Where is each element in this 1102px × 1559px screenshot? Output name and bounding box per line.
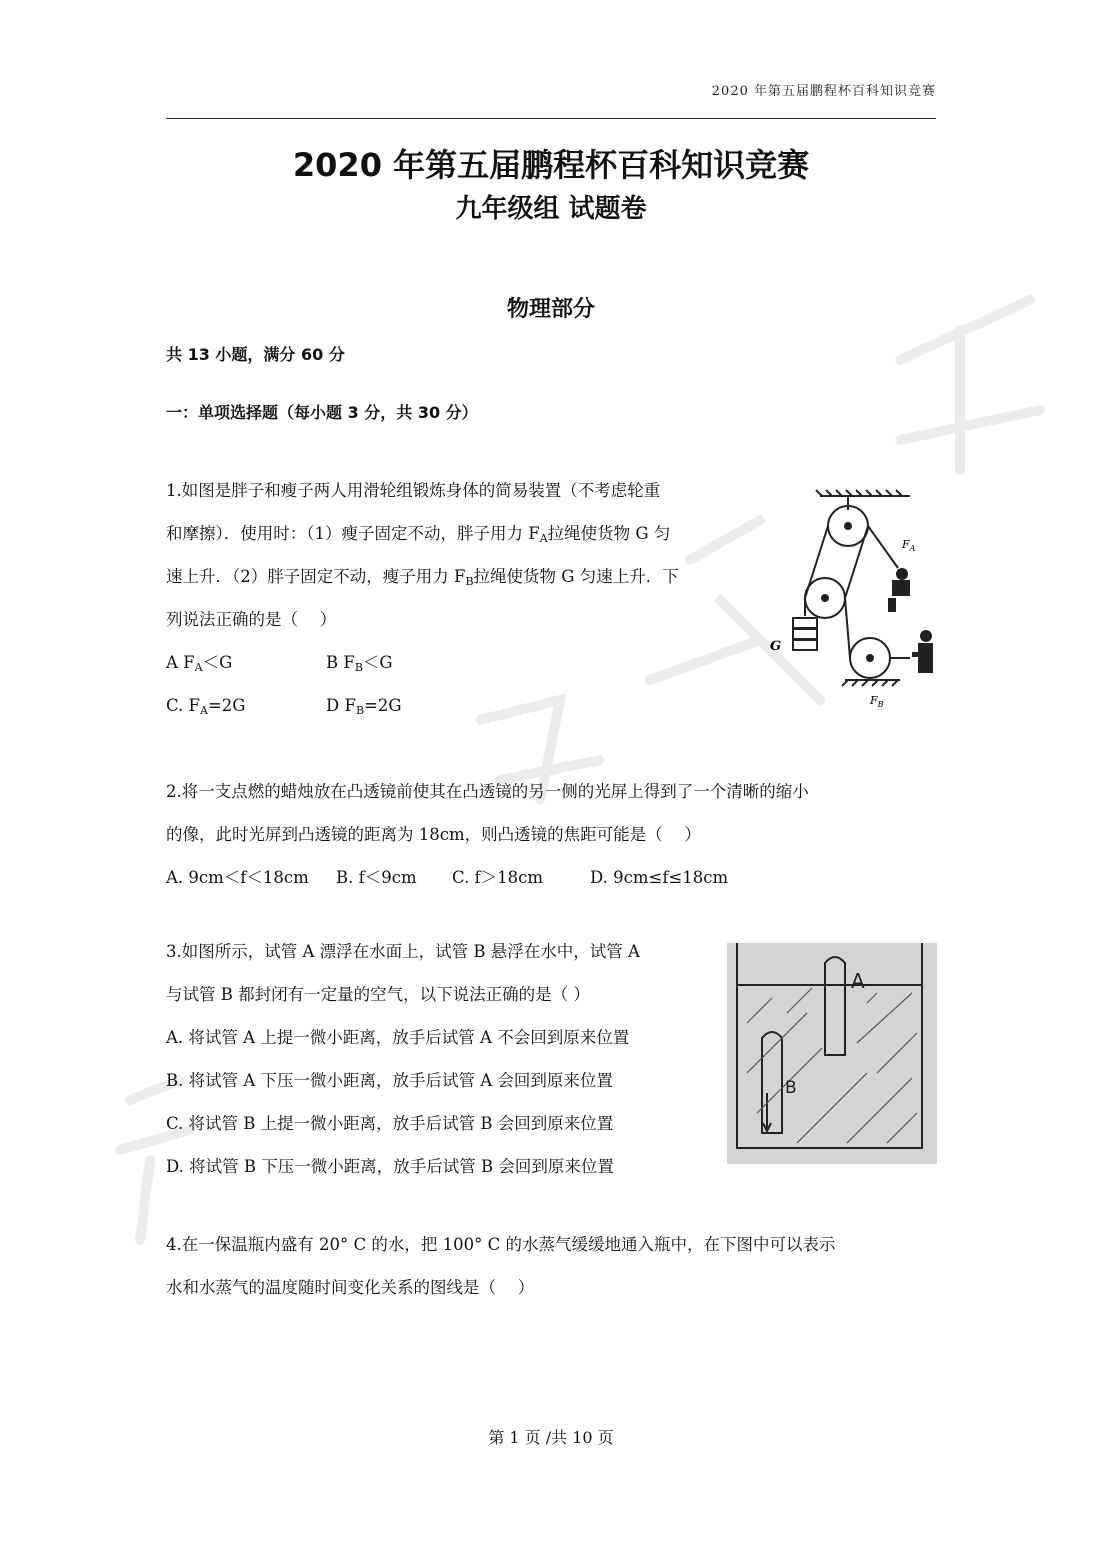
q2-option-b: B. f＜9cm <box>336 868 417 887</box>
fa-label: $F_A$ <box>902 538 916 553</box>
q2-line-2: 的像，此时光屏到凸透镜的距离为 18cm，则凸透镜的焦距可能是（ ） <box>166 825 701 844</box>
q1-option-c: C. $F_A=2G$ <box>166 696 246 717</box>
page-footer: 第 1 页 /共 10 页 <box>488 1428 614 1447</box>
q1-line-2: 和摩擦）．使用时：（1）瘦子固定不动，胖子用力 $F_A$拉绳使货物 G 匀 <box>166 524 671 545</box>
page-title: 2020 年第五届鹏程杯百科知识竞赛 <box>292 146 810 184</box>
section-title: 物理部分 <box>506 296 595 322</box>
q1-line-1: 1.如图是胖子和瘦子两人用滑轮组锻炼身体的简易装置（不考虑轮重 <box>166 481 661 500</box>
q1-option-b: B $F_B<G$ <box>326 653 393 674</box>
question-4 <box>166 1223 835 1309</box>
question-2 <box>166 770 809 899</box>
q3-line-1: 3.如图所示，试管 A 漂浮在水面上，试管 B 悬浮在水中，试管 A <box>166 942 640 961</box>
q4-line-2: 水和水蒸气的温度随时间变化关系的图线是（ ） <box>166 1278 535 1297</box>
running-header: 2020 年第五届鹏程杯百科知识竞赛 <box>711 84 936 99</box>
summary-line: 共 13 小题，满分 60 分 <box>166 345 345 364</box>
q2-option-d: D. 9cm≤f≤18cm <box>590 868 729 887</box>
part-one-heading: 一：单项选择题（每小题 3 分，共 30 分） <box>166 403 478 422</box>
q1-line-3: 速上升．（2）胖子固定不动，瘦子用力 $F_B$拉绳使货物 G 匀速上升．下 <box>166 567 679 588</box>
q2-option-a: A. 9cm＜f＜18cm <box>166 868 309 887</box>
question-3 <box>166 930 640 1188</box>
tube-a-label: A <box>851 969 865 993</box>
q1-options-row-1 <box>166 641 679 684</box>
q3-line-2: 与试管 B 都封闭有一定量的空气，以下说法正确的是（ ） <box>166 985 590 1004</box>
tube-b-label: B <box>785 1078 797 1098</box>
q1-line-4: 列说法正确的是（ ） <box>166 610 337 629</box>
q1-option-d: D $F_B=2G$ <box>326 696 402 717</box>
q3-option-b: B. 将试管 A 下压一微小距离，放手后试管 A 会回到原来位置 <box>166 1071 613 1090</box>
fb-label: $F_B$ <box>870 694 884 709</box>
q3-option-c: C. 将试管 B 上提一微小距离，放手后试管 B 会回到原来位置 <box>166 1114 614 1133</box>
test-tube-figure <box>727 943 937 1164</box>
g-label: G <box>770 639 782 654</box>
q1-option-a: A $F_A<G$ <box>166 653 233 674</box>
question-1 <box>166 469 679 727</box>
q2-option-c: C. f＞18cm <box>452 868 544 887</box>
q2-line-1: 2.将一支点燃的蜡烛放在凸透镜前使其在凸透镜的另一侧的光屏上得到了一个清晰的缩小 <box>166 782 809 801</box>
q2-options-row <box>166 856 809 899</box>
page-subtitle: 九年级组 试题卷 <box>455 194 647 224</box>
pulley-figure <box>760 488 950 713</box>
header-rule <box>166 118 936 119</box>
q4-line-1: 4.在一保温瓶内盛有 20° C 的水，把 100° C 的水蒸气缓缓地通入瓶中，在下图中可以表示 <box>166 1235 836 1254</box>
q1-options-row-2 <box>166 684 679 727</box>
q3-option-d: D. 将试管 B 下压一微小距离，放手后试管 B 会回到原来位置 <box>166 1157 614 1176</box>
q3-option-a: A. 将试管 A 上提一微小距离，放手后试管 A 不会回到原来位置 <box>166 1028 630 1047</box>
